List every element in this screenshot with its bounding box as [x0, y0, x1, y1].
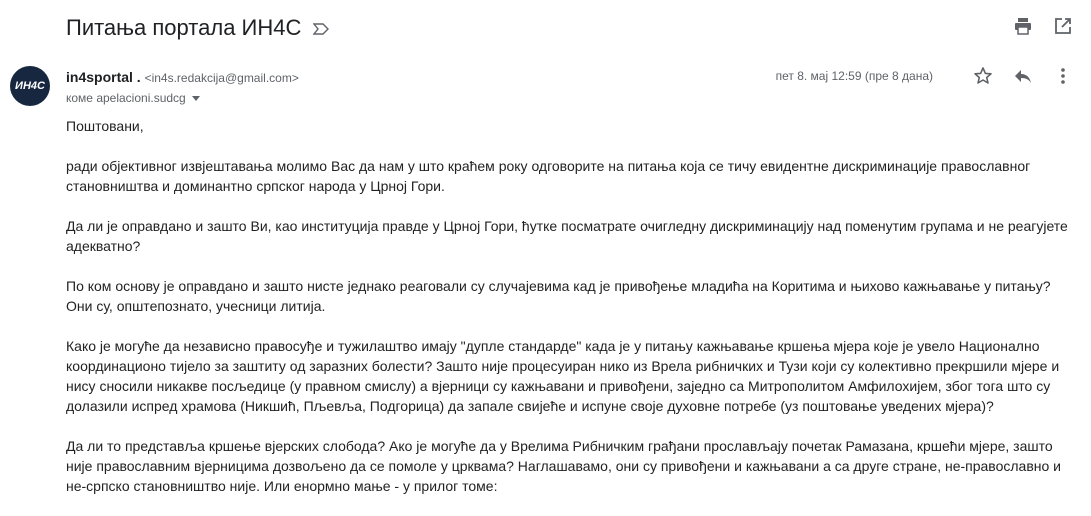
open-in-new-icon[interactable]	[1053, 16, 1073, 36]
email-subject: Питања портала ИН4С	[66, 15, 302, 40]
recipient: коме apelacioni.sudcg	[66, 91, 186, 105]
top-actions	[1013, 16, 1073, 36]
sender-block	[66, 68, 299, 105]
star-icon[interactable]	[973, 66, 993, 86]
avatar-text: ИН4С	[15, 80, 45, 92]
body-paragraph-1: ради објективног извјештавања молимо Вас да нам у што краћем року одговорите на питања која се тичу евидентне дискриминације православног становништва и доминантно српског народа у Црној Гори.	[66, 158, 1031, 194]
subject-row	[66, 10, 1081, 46]
chevron-down-icon[interactable]	[192, 96, 200, 101]
greeting: Поштовани,	[66, 118, 144, 134]
body-paragraph-5: Да ли то представља кршење вјерских слобода? Ако је могуће да у Врелима Рибничким грађани прослављају почетак Рамазана, кршећи мјере, зашто није православним вјерницима дозвољено да се помоле у црквама? Наглашавамо, они су привођени и кажњавани а са друге стране, не-православно и не-српско становништво није. Или енормно мање - у прилог томе:	[66, 438, 1061, 494]
label-important-icon[interactable]	[313, 22, 329, 34]
body-paragraph-3: По ком основу је оправдано и зашто нисте једнако реаговали су случајевима кад је привођење младића на Коритима и њихово кажњавање у питању? Они су, општепознато, учесници литија.	[66, 278, 1051, 314]
sender-name[interactable]: in4sportal .	[66, 69, 141, 85]
body-paragraph-4: Како је могуће да независно правосуђе и тужилаштво имају "дупле стандарде" када је у питању кажњавање кршења мјера које је увело Национално координационо тијело за заштиту од заразних болести? Зашто није процесуиран нико из Врела рибничких и Тузи који су колективно прекршили мјере и нису сносили никакве посљедице (у правном смислу) а вјерници су кажњавани и привођени, заједно са Митрополитом Амфилохијем, због тога што су долазили испред храмова (Никшић, Пљевља, Подгорица) да запале свијеће и испуне своје духовне потребе (уз поштовање уведених мјера)?	[66, 338, 1060, 414]
body-paragraph-2: Да ли је оправдано и зашто Ви, као институција правде у Црној Гори, ћутке посматрате очигледну дискриминацију над поменутим групама и не реагујете адекватно?	[66, 218, 1068, 254]
more-vert-icon[interactable]	[1053, 66, 1073, 86]
reply-icon[interactable]	[1013, 66, 1033, 86]
message-meta	[776, 66, 1073, 86]
email-date: пет 8. мај 12:59 (пре 8 дана)	[775, 69, 933, 83]
print-icon[interactable]	[1013, 16, 1033, 36]
avatar	[10, 66, 50, 106]
email-body	[66, 116, 1076, 516]
sender-line	[66, 68, 299, 87]
sender-email: <in4s.redakcija@gmail.com>	[144, 71, 299, 85]
recipient-line	[66, 91, 299, 105]
